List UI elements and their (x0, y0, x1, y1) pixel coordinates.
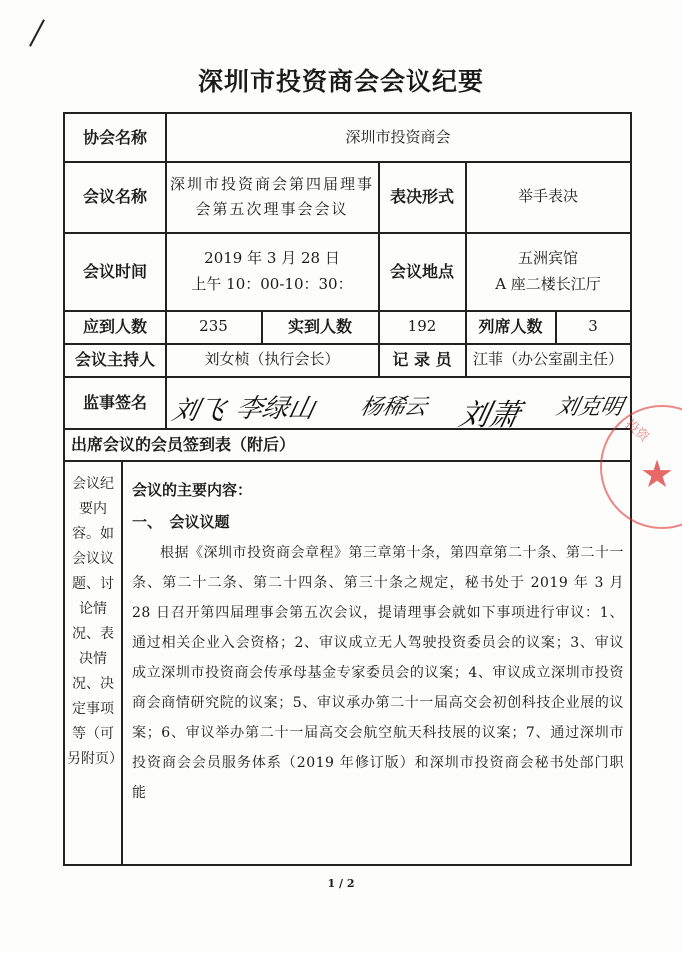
side-note: 会议纪要内容。如会议议题、讨论情况、表决情况、决定事项等（可另附页） (67, 476, 123, 767)
recorder-value: 江菲（办公室副主任） (472, 350, 623, 369)
signature-1: 刘飞 (169, 396, 228, 426)
place-value (466, 233, 630, 310)
signature-2: 李绿山 (233, 394, 318, 424)
place-line2: A 座二楼长江厅 (495, 274, 601, 293)
signature-5: 刘克明 (553, 395, 626, 420)
meeting-form (63, 112, 632, 866)
association-value: 深圳市投资商会 (345, 127, 451, 146)
observers-label: 列席人数 (478, 317, 543, 337)
host-label: 会议主持人 (74, 350, 155, 370)
actual-label: 实到人数 (287, 317, 352, 337)
content-heading: 会议的主要内容： (132, 481, 253, 499)
pen-mark (29, 19, 45, 46)
seal-text: 投资 (621, 416, 652, 446)
content-body: 根据《深圳市投资商会章程》第三章第十条，第四章第二十条、第二十一条、第二十二条、第二十四条、第三十条之规定，秘书处于 2019 年 3 月 28 日召开第四届理事会第五次会议，提请理事会就如下事项进行审议：1、通过相关企业入会资格；2、审议成立无人驾驶投资委员会的议案；3、审议成立深圳市投资商会传承母基金专家委员会的议案；4、审议成立深圳市投资商会商情研究院的议案；5、审议承办第二十一届高交会初创科技企业展的议案；6、审议举办第二十一届高交会航空航天科技展的议案；7、通过深圳市投资商会会员服务体系（2019 年修订版）和深圳市投资商会秘书处部门职能 (132, 545, 624, 801)
vote-value: 举手表决 (517, 187, 578, 206)
page-number: 1 / 2 (327, 877, 355, 890)
expected-value: 235 (199, 317, 228, 336)
meeting-name-label: 会议名称 (82, 187, 147, 207)
signature-3: 杨稀云 (357, 395, 430, 420)
supervisors-label: 监事签名 (82, 392, 147, 412)
place-line1: 五洲宾馆 (517, 249, 578, 267)
association-label: 协会名称 (82, 127, 147, 147)
actual-value: 192 (407, 317, 437, 336)
page-title: 深圳市投资商会会议纪要 (197, 67, 484, 96)
time-value (166, 233, 378, 310)
observers-value: 3 (588, 317, 598, 336)
time-label: 会议时间 (82, 261, 147, 281)
meeting-hours: 上午 10：00-10：30： (191, 274, 353, 293)
seal-star-icon: ★ (640, 452, 675, 496)
signin-label: 出席会议的会员签到表（附后） (71, 434, 296, 454)
section-heading: 一、 会议议题 (132, 513, 230, 531)
meeting-date: 2019 年 3 月 28 日 (204, 249, 340, 267)
vote-label: 表决形式 (389, 187, 454, 207)
place-label: 会议地点 (389, 261, 454, 281)
meeting-content (122, 466, 632, 866)
expected-label: 应到人数 (82, 317, 147, 337)
recorder-label: 记 录 员 (392, 350, 452, 370)
meeting-name-value: 深圳市投资商会第四届理事会第五次理事会会议 (169, 174, 374, 218)
host-value: 刘女桢（执行会长） (204, 350, 340, 369)
signature-4: 刘萧 (455, 398, 523, 433)
